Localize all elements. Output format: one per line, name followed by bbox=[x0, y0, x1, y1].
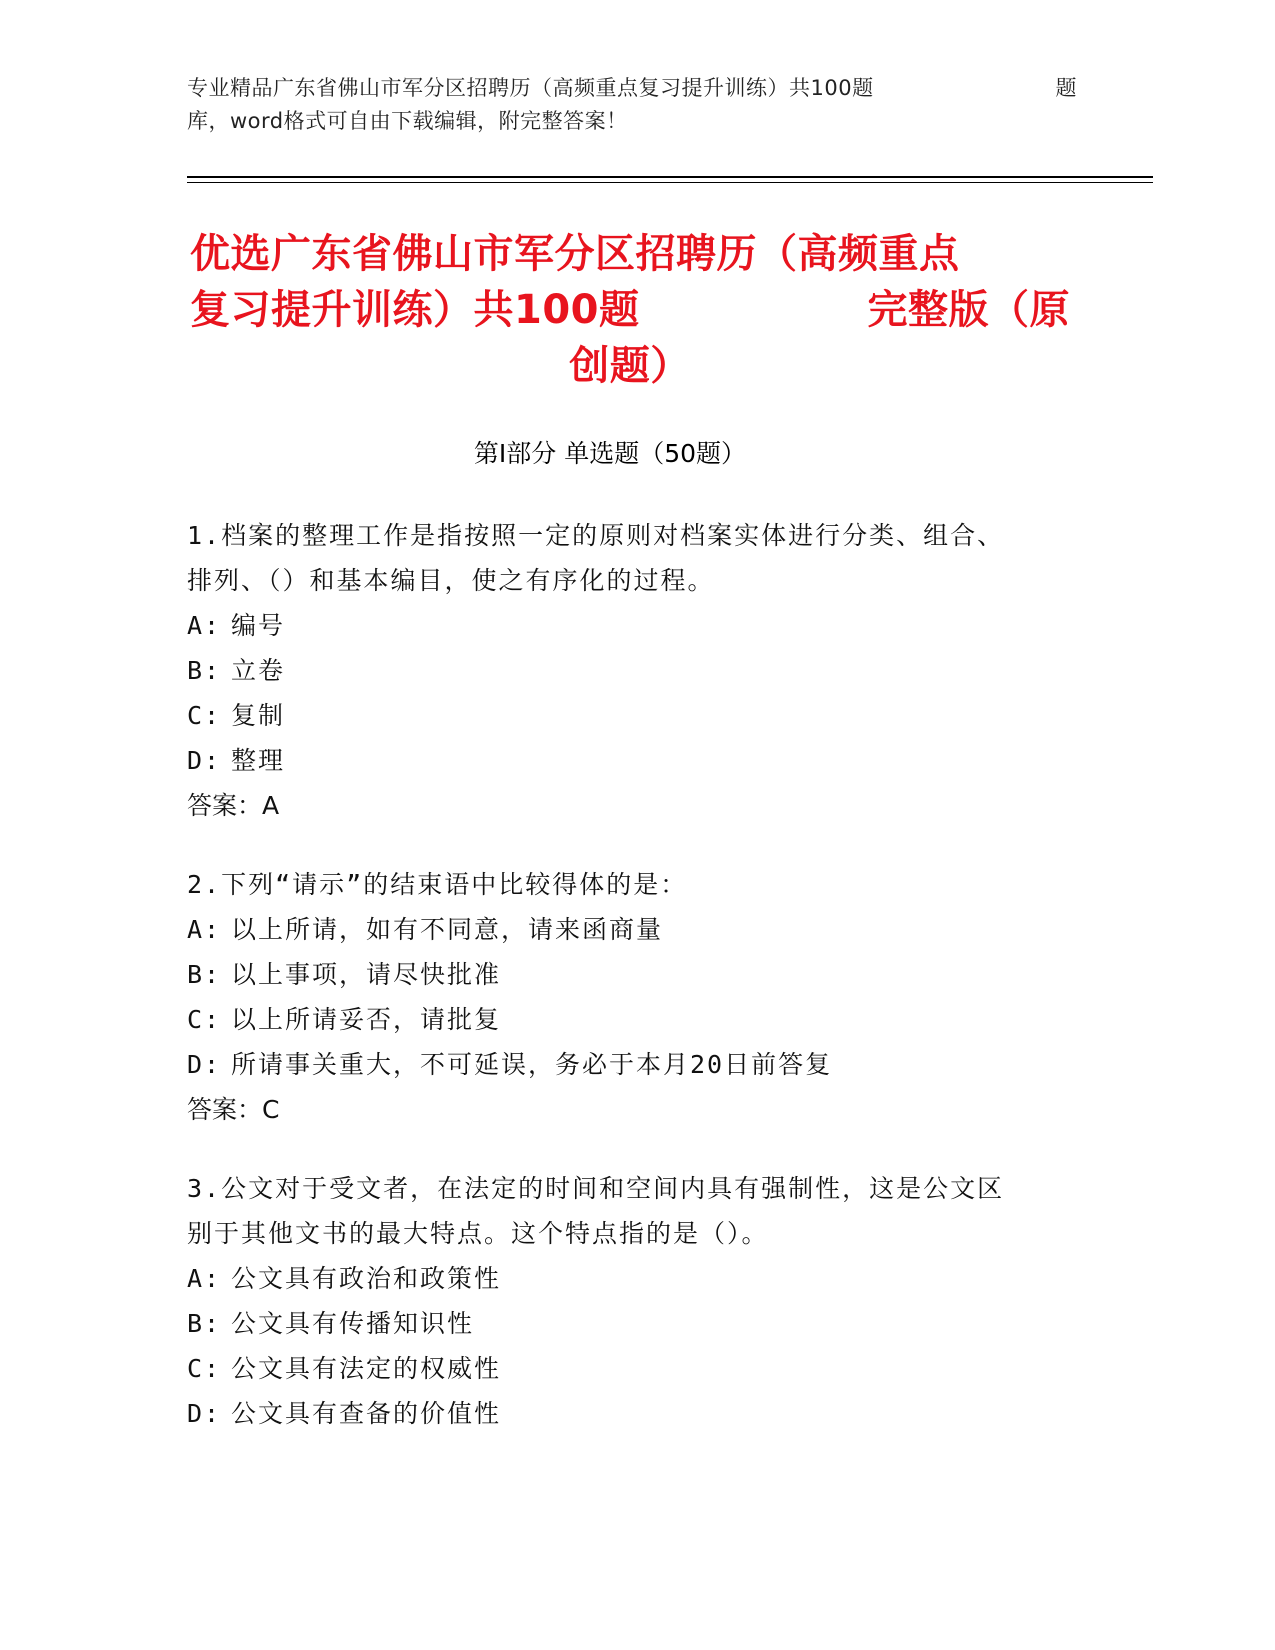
option-key: C: bbox=[187, 1354, 222, 1383]
header-line-1-text: 专业精品广东省佛山市军分区招聘历（高频重点复习提升训练）共100题 bbox=[187, 76, 874, 100]
header-line-2: 库，word格式可自由下载编辑，附完整答案！ bbox=[187, 109, 628, 133]
option-b bbox=[187, 648, 1087, 693]
option-key: A: bbox=[187, 915, 222, 944]
option-a bbox=[187, 907, 1087, 952]
option-c bbox=[187, 1346, 1087, 1391]
option-d bbox=[187, 738, 1087, 783]
header-line-1 bbox=[187, 72, 1077, 105]
option-key: B: bbox=[187, 656, 222, 685]
option-text: 以上所请，如有不同意，请来函商量 bbox=[231, 915, 664, 944]
header-rule-thin bbox=[187, 182, 1153, 183]
option-d bbox=[187, 1042, 1087, 1087]
option-key: D: bbox=[187, 1399, 222, 1428]
option-text: 以上所请妥否，请批复 bbox=[231, 1005, 502, 1034]
option-text: 公文具有政治和政策性 bbox=[231, 1264, 502, 1293]
question-stem: 排列、（）和基本编目，使之有序化的过程。 bbox=[187, 566, 715, 595]
option-key: C: bbox=[187, 1005, 222, 1034]
answer-line: 答案：A bbox=[187, 791, 280, 820]
option-c bbox=[187, 997, 1087, 1042]
option-text: 公文具有查备的价值性 bbox=[231, 1399, 502, 1428]
option-a bbox=[187, 603, 1087, 648]
option-text: 公文具有法定的权威性 bbox=[231, 1354, 502, 1383]
question-stem: 3.公文对于受文者，在法定的时间和空间内具有强制性，这是公文区 bbox=[187, 1174, 1005, 1203]
title-line-3: 创题） bbox=[569, 343, 691, 389]
option-key: D: bbox=[187, 1050, 222, 1079]
option-key: A: bbox=[187, 611, 222, 640]
page-header bbox=[187, 72, 1077, 138]
option-text: 整理 bbox=[231, 746, 286, 775]
option-text: 编号 bbox=[231, 611, 286, 640]
question-stem: 1.档案的整理工作是指按照一定的原则对档案实体进行分类、组合、 bbox=[187, 521, 1005, 550]
option-key: D: bbox=[187, 746, 222, 775]
document-title bbox=[190, 226, 1070, 394]
header-rule-thick bbox=[187, 176, 1153, 178]
question-stem: 2.下列“请示”的结束语中比较得体的是： bbox=[187, 870, 688, 899]
question-stem: 别于其他文书的最大特点。这个特点指的是（）。 bbox=[187, 1219, 769, 1248]
option-key: A: bbox=[187, 1264, 222, 1293]
option-text: 公文具有传播知识性 bbox=[231, 1309, 475, 1338]
option-text: 立卷 bbox=[231, 656, 286, 685]
title-line-2 bbox=[190, 282, 1070, 338]
option-key: B: bbox=[187, 960, 222, 989]
option-c bbox=[187, 693, 1087, 738]
option-text: 复制 bbox=[231, 701, 286, 730]
option-text: 以上事项，请尽快批准 bbox=[231, 960, 502, 989]
option-d bbox=[187, 1391, 1087, 1436]
title-line-2-right: 完整版（原 bbox=[867, 287, 1070, 333]
answer-line: 答案：C bbox=[187, 1095, 280, 1124]
option-key: B: bbox=[187, 1309, 222, 1338]
option-b bbox=[187, 1301, 1087, 1346]
question-2 bbox=[187, 862, 1087, 1132]
option-a bbox=[187, 1256, 1087, 1301]
option-text: 所请事关重大，不可延误，务必于本月20日前答复 bbox=[231, 1050, 833, 1079]
question-3 bbox=[187, 1166, 1087, 1436]
header-line-1-end: 题 bbox=[1055, 76, 1077, 100]
option-b bbox=[187, 952, 1087, 997]
section-heading: 第Ⅰ部分 单选题（50题） bbox=[473, 439, 747, 468]
option-key: C: bbox=[187, 701, 222, 730]
title-line-1: 优选广东省佛山市军分区招聘历（高频重点 bbox=[190, 231, 960, 277]
title-line-2-left: 复习提升训练）共100题 bbox=[190, 287, 640, 333]
question-1 bbox=[187, 513, 1087, 828]
